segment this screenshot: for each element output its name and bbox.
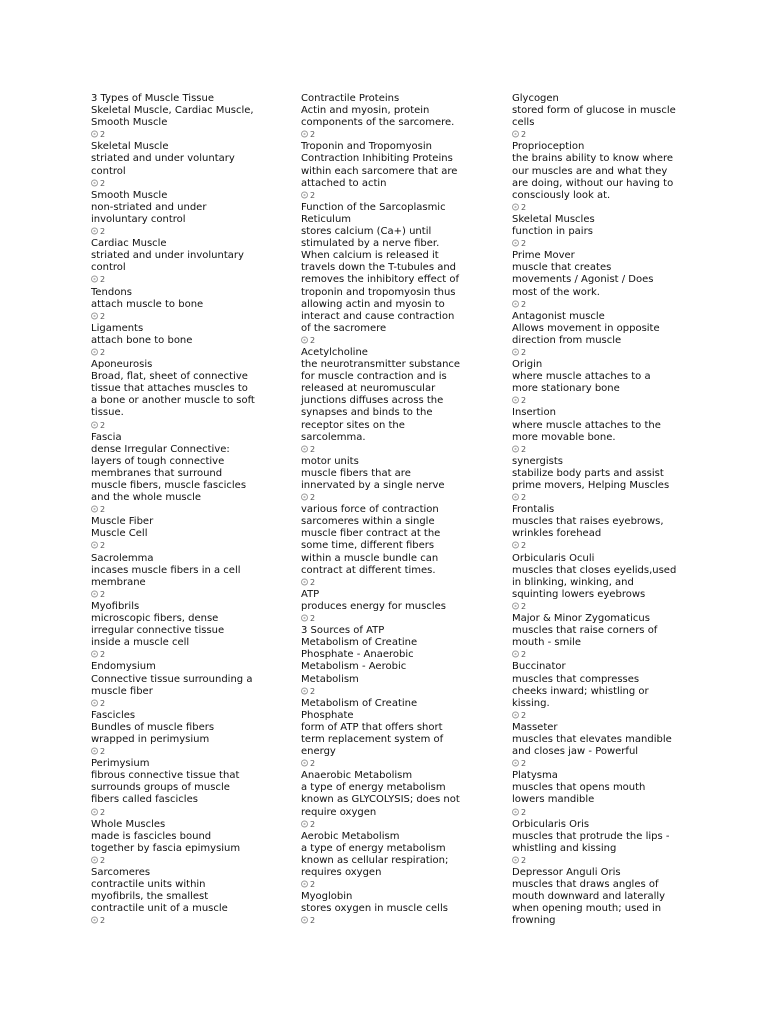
card-meta-count: 2 xyxy=(310,190,316,200)
card-meta xyxy=(301,129,481,141)
card-meta xyxy=(91,540,271,552)
card-term: Muscle Fiber xyxy=(91,516,154,528)
card-term: Sacrolemma xyxy=(91,552,154,564)
flashcard xyxy=(301,141,481,201)
card-meta xyxy=(91,311,271,323)
card-meta-count: 2 xyxy=(521,710,527,720)
card-meta-count: 2 xyxy=(100,698,106,708)
card-icon xyxy=(91,650,100,658)
card-icon xyxy=(512,759,521,767)
flashcard xyxy=(512,770,692,818)
card-meta-count: 2 xyxy=(521,541,527,551)
card-meta xyxy=(512,492,692,504)
card-term: 3 Types of Muscle Tissue xyxy=(91,93,214,104)
card-icon xyxy=(512,396,521,404)
card-definition: incases muscle fibers in a cell membrane xyxy=(91,564,241,588)
card-meta xyxy=(512,444,692,456)
flashcard xyxy=(301,589,481,625)
flashcard xyxy=(91,867,271,927)
card-term: Skeletal Muscles xyxy=(512,213,595,225)
card-icon xyxy=(512,541,521,549)
card-term: Perimysium xyxy=(91,758,150,770)
card-meta-count: 2 xyxy=(100,227,106,237)
card-meta-count: 2 xyxy=(521,130,527,140)
card-icon xyxy=(301,614,310,622)
card-meta xyxy=(301,613,481,625)
card-term: ATP xyxy=(301,588,320,600)
card-meta-count: 2 xyxy=(100,650,106,660)
card-icon xyxy=(91,275,100,283)
card-definition: muscles that compresses cheeks inward; whistling or kissing. xyxy=(512,673,649,709)
card-meta xyxy=(301,444,481,456)
card-meta-count: 2 xyxy=(310,335,316,345)
flashcard xyxy=(512,407,692,455)
flashcard xyxy=(512,141,692,214)
card-meta-count: 2 xyxy=(100,311,106,321)
card-term: Proprioception xyxy=(512,141,585,153)
card-meta-count: 2 xyxy=(310,759,316,769)
card-icon xyxy=(512,445,521,453)
card-meta-count: 2 xyxy=(100,807,106,817)
card-meta-count: 2 xyxy=(310,577,316,587)
flashcard xyxy=(512,456,692,504)
card-definition: a type of energy metabolism known as cellular respiration; requires oxygen xyxy=(301,842,449,878)
flashcard xyxy=(91,190,271,238)
flashcard xyxy=(512,214,692,250)
card-definition: produces energy for muscles xyxy=(301,600,446,612)
card-icon xyxy=(512,493,521,501)
card-meta-count: 2 xyxy=(100,541,106,551)
flashcard xyxy=(301,347,481,456)
flashcard xyxy=(91,141,271,189)
card-term: Origin xyxy=(512,359,543,371)
card-definition: Contraction Inhibiting Proteins within each sarcomere that are attached to actin xyxy=(301,153,458,189)
card-meta xyxy=(91,915,271,927)
flashcard xyxy=(91,661,271,709)
card-meta xyxy=(301,915,481,927)
card-meta xyxy=(512,710,692,722)
card-icon xyxy=(301,191,310,199)
flashcard xyxy=(512,504,692,552)
card-term: Glycogen xyxy=(512,93,559,104)
card-definition: dense Irregular Connective: layers of tough connective membranes that surround muscle fibers, muscle fascicles and the whole muscle xyxy=(91,443,247,504)
card-definition: muscles that raises eyebrows, wrinkles forehead xyxy=(512,516,664,540)
card-meta-count: 2 xyxy=(521,807,527,817)
flashcard xyxy=(91,516,271,552)
card-definition: where muscle attaches to the more movable bone. xyxy=(512,419,661,443)
flashcard xyxy=(91,432,271,517)
card-meta-count: 2 xyxy=(521,493,527,503)
card-definition: form of ATP that offers short term replacement system of energy xyxy=(301,721,444,758)
card-meta-count: 2 xyxy=(100,505,106,515)
card-definition: fibrous connective tissue that surrounds groups of muscle fibers called fascicles xyxy=(91,770,240,806)
card-term: Ligaments xyxy=(91,322,144,334)
flashcard xyxy=(512,359,692,407)
card-meta-count: 2 xyxy=(310,686,316,696)
card-icon xyxy=(301,759,310,767)
card-icon xyxy=(91,916,100,924)
card-meta-count: 2 xyxy=(100,178,106,188)
card-meta-count: 2 xyxy=(100,747,106,757)
card-icon xyxy=(512,856,521,864)
card-meta xyxy=(91,347,271,359)
card-meta-count: 2 xyxy=(521,239,527,249)
card-term: Fascia xyxy=(91,431,122,443)
card-icon xyxy=(91,179,100,187)
card-term: Whole Muscles xyxy=(91,818,166,830)
card-definition: muscles that protrude the lips - whistling and kissing xyxy=(512,830,670,854)
flashcard xyxy=(301,625,481,698)
card-icon xyxy=(301,687,310,695)
card-icon xyxy=(91,747,100,755)
card-icon xyxy=(301,820,310,828)
card-icon xyxy=(91,590,100,598)
card-term: Endomysium xyxy=(91,661,156,673)
card-definition: where muscle attaches to a more stationary bone xyxy=(512,371,651,395)
card-definition: muscles that closes eyelids,used in blinking, winking, and squinting lowers eyebrows xyxy=(512,564,677,600)
card-icon xyxy=(301,880,310,888)
card-icon xyxy=(91,541,100,549)
flashcard xyxy=(91,287,271,323)
card-meta-count: 2 xyxy=(100,420,106,430)
card-icon xyxy=(301,578,310,586)
card-term: Orbicularis Oris xyxy=(512,818,590,830)
card-meta xyxy=(512,649,692,661)
card-icon xyxy=(301,916,310,924)
card-term: Major & Minor Zygomaticus xyxy=(512,613,650,625)
card-definition: made is fascicles bound together by fascia epimysium xyxy=(91,830,241,854)
card-meta-count: 2 xyxy=(100,916,106,926)
flashcard xyxy=(91,238,271,286)
flashcard xyxy=(301,831,481,891)
card-definition: striated and under voluntary control xyxy=(91,153,235,177)
card-meta-count: 2 xyxy=(310,916,316,926)
card-definition: muscle that creates movements / Agonist / Does most of the work. xyxy=(512,262,654,298)
card-meta-count: 2 xyxy=(521,202,527,212)
card-meta xyxy=(91,226,271,238)
flashcard xyxy=(301,891,481,927)
card-definition: stores calcium (Ca+) until stimulated by a nerve fiber. When calcium is released it travels down the T-tubules and removes the inhibitory effect of troponin and tropomyosin thus allowing actin and myosin to interact and cause contraction of the sacromere xyxy=(301,226,459,334)
card-term: Smooth Muscle xyxy=(91,189,168,201)
flashcard xyxy=(301,456,481,504)
card-definition: Allows movement in opposite direction from muscle xyxy=(512,322,660,346)
card-meta xyxy=(91,589,271,601)
card-definition: non-striated and under involuntary control xyxy=(91,201,207,225)
card-definition: sarcomeres within a single muscle fiber contract at the some time, different fibers within a muscle bundle can contract at different times. xyxy=(301,516,441,576)
flashcard xyxy=(301,770,481,830)
card-icon xyxy=(91,856,100,864)
card-meta-count: 2 xyxy=(310,880,316,890)
card-icon xyxy=(512,130,521,138)
card-meta xyxy=(512,395,692,407)
card-definition: Connective tissue surrounding a muscle fiber xyxy=(91,673,253,697)
card-definition: Muscle Cell xyxy=(91,528,148,540)
card-definition: Actin and myosin, protein components of the sarcomere. xyxy=(301,105,455,129)
card-meta xyxy=(301,758,481,770)
card-meta xyxy=(301,686,481,698)
card-term: Anaerobic Metabolism xyxy=(301,770,413,782)
card-meta xyxy=(512,855,692,867)
card-icon xyxy=(91,699,100,707)
card-definition: stabilize body parts and assist prime movers, Helping Muscles xyxy=(512,467,670,491)
flashcard xyxy=(91,93,271,141)
card-definition: striated and under involuntary control xyxy=(91,250,244,274)
card-meta-count: 2 xyxy=(310,614,316,624)
card-icon xyxy=(91,808,100,816)
card-meta-count: 2 xyxy=(310,444,316,454)
card-meta xyxy=(301,819,481,831)
card-icon xyxy=(301,130,310,138)
card-definition: the brains ability to know where our muscles are and what they are doing, without our having to consciously look at. xyxy=(512,153,674,201)
card-meta xyxy=(91,649,271,661)
card-definition: muscles that raise corners of mouth - smile xyxy=(512,625,658,649)
card-term: Depressor Anguli Oris xyxy=(512,867,621,878)
card-definition: contractile units within myofibrils, the smallest contractile unit of a muscle xyxy=(91,879,228,915)
card-term: Metabolism of Creatine Phosphate xyxy=(301,697,418,721)
card-definition: muscles that elevates mandible and closes jaw - Powerful xyxy=(512,733,672,758)
card-meta xyxy=(512,299,692,311)
card-term: Frontalis xyxy=(512,504,555,516)
card-column-3 xyxy=(512,93,692,927)
card-term: Function of the Sarcoplasmic Reticulum xyxy=(301,201,446,225)
card-meta-count: 2 xyxy=(521,759,527,769)
card-meta-count: 2 xyxy=(521,347,527,357)
card-term: motor units xyxy=(301,455,359,467)
card-meta xyxy=(91,855,271,867)
card-term: Aponeurosis xyxy=(91,359,153,371)
card-term: Buccinator xyxy=(512,661,566,673)
card-term: Platysma xyxy=(512,770,558,782)
flashcard xyxy=(512,250,692,310)
card-definition: stored form of glucose in muscle cells xyxy=(512,105,676,129)
card-definition: muscles that opens mouth lowers mandible xyxy=(512,782,646,806)
card-column-2 xyxy=(301,93,481,927)
card-definition: the neurotransmitter substance for muscle contraction and is released at neuromuscular junctions diffuses across the synapses and binds to the receptor sites on the sarcolemma. xyxy=(301,359,461,443)
card-icon xyxy=(512,348,521,356)
card-term: Acetylcholine xyxy=(301,346,368,358)
card-meta xyxy=(512,807,692,819)
flashcard xyxy=(91,758,271,818)
card-definition: a type of energy metabolism known as GLYCOLYSIS; does not require oxygen xyxy=(301,782,460,818)
flashcard xyxy=(301,202,481,347)
card-meta xyxy=(91,178,271,190)
card-meta xyxy=(512,129,692,141)
card-icon xyxy=(91,348,100,356)
flashcard xyxy=(512,613,692,661)
card-definition: stores oxygen in muscle cells xyxy=(301,903,448,915)
card-meta xyxy=(301,492,481,504)
card-meta xyxy=(512,238,692,250)
card-icon xyxy=(301,445,310,453)
card-meta-count: 2 xyxy=(310,493,316,503)
card-definition: Broad, flat, sheet of connective tissue that attaches muscles to a bone or another muscle to soft tissue. xyxy=(91,371,255,419)
card-icon xyxy=(512,239,521,247)
card-icon xyxy=(512,808,521,816)
card-icon xyxy=(512,203,521,211)
card-definition: muscle fibers that are innervated by a single nerve xyxy=(301,467,445,491)
flashcard xyxy=(512,93,692,141)
card-meta xyxy=(512,202,692,214)
flashcard xyxy=(301,504,481,589)
card-term: Fascicles xyxy=(91,709,136,721)
flashcard xyxy=(512,867,692,927)
card-meta xyxy=(301,577,481,589)
card-icon xyxy=(91,130,100,138)
card-term: Masseter xyxy=(512,721,558,733)
card-meta-count: 2 xyxy=(100,275,106,285)
card-definition: microscopic fibers, dense irregular connective tissue inside a muscle cell xyxy=(91,613,225,649)
card-definition: attach bone to bone xyxy=(91,334,193,346)
card-term: synergists xyxy=(512,455,564,467)
card-meta xyxy=(301,190,481,202)
card-meta xyxy=(91,129,271,141)
card-meta xyxy=(91,746,271,758)
card-meta xyxy=(91,504,271,516)
flashcard xyxy=(91,359,271,432)
card-icon xyxy=(512,711,521,719)
card-term: Tendons xyxy=(91,286,132,298)
card-icon xyxy=(91,227,100,235)
card-meta xyxy=(512,758,692,770)
card-meta xyxy=(512,540,692,552)
card-definition: function in pairs xyxy=(512,226,593,238)
card-term: Myoglobin xyxy=(301,891,353,903)
card-meta-count: 2 xyxy=(100,347,106,357)
card-term: Orbicularis Oculi xyxy=(512,552,595,564)
card-meta xyxy=(91,420,271,432)
card-term: Antagonist muscle xyxy=(512,310,605,322)
card-meta-count: 2 xyxy=(100,855,106,865)
card-term: Skeletal Muscle xyxy=(91,141,169,153)
card-meta xyxy=(512,347,692,359)
flashcard xyxy=(512,661,692,721)
card-term: 3 Sources of ATP xyxy=(301,625,385,637)
card-meta-count: 2 xyxy=(521,855,527,865)
flashcard xyxy=(91,323,271,359)
card-meta-count: 2 xyxy=(521,299,527,309)
card-meta-count: 2 xyxy=(100,589,106,599)
card-term: Sarcomeres xyxy=(91,867,151,878)
flashcard xyxy=(91,553,271,601)
card-icon xyxy=(301,493,310,501)
flashcard xyxy=(512,553,692,613)
card-meta xyxy=(91,698,271,710)
card-meta xyxy=(91,274,271,286)
card-icon xyxy=(91,505,100,513)
card-meta-count: 2 xyxy=(310,130,316,140)
card-meta-count: 2 xyxy=(521,444,527,454)
card-term: Myofibrils xyxy=(91,600,140,612)
card-meta-count: 2 xyxy=(521,650,527,660)
card-icon xyxy=(91,312,100,320)
card-icon xyxy=(91,421,100,429)
card-term: Contractile Proteins xyxy=(301,93,400,104)
card-meta-count: 2 xyxy=(521,601,527,611)
flashcard xyxy=(512,819,692,867)
card-meta-count: 2 xyxy=(310,819,316,829)
card-icon xyxy=(512,300,521,308)
card-definition: Bundles of muscle fibers wrapped in perimysium xyxy=(91,721,215,745)
flashcard xyxy=(91,819,271,867)
flashcard xyxy=(91,601,271,661)
card-icon xyxy=(512,650,521,658)
card-term: Aerobic Metabolism xyxy=(301,830,400,842)
card-meta xyxy=(512,601,692,613)
card-term: Cardiac Muscle xyxy=(91,238,167,250)
card-definition: Skeletal Muscle, Cardiac Muscle, Smooth Muscle xyxy=(91,105,254,129)
card-meta xyxy=(301,879,481,891)
flashcard xyxy=(301,93,481,141)
card-column-1 xyxy=(91,93,271,927)
card-term: Prime Mover xyxy=(512,250,575,262)
card-meta xyxy=(301,335,481,347)
card-meta-count: 2 xyxy=(521,396,527,406)
card-meta xyxy=(91,807,271,819)
card-term: Insertion xyxy=(512,407,556,419)
card-definition: Metabolism of Creatine Phosphate - Anaerobic Metabolism - Aerobic Metabolism xyxy=(301,637,418,685)
card-term: various force of contraction xyxy=(301,504,439,516)
card-definition: muscles that draws angles of mouth downward and laterally when opening mouth; used in frowning xyxy=(512,879,666,927)
flashcard xyxy=(301,698,481,771)
flashcard xyxy=(512,722,692,770)
card-definition: attach muscle to bone xyxy=(91,298,204,310)
card-icon xyxy=(512,602,521,610)
card-icon xyxy=(301,336,310,344)
card-term: Troponin and Tropomyosin xyxy=(301,141,432,153)
flashcard xyxy=(91,710,271,758)
flashcard xyxy=(512,311,692,359)
card-meta-count: 2 xyxy=(100,130,106,140)
